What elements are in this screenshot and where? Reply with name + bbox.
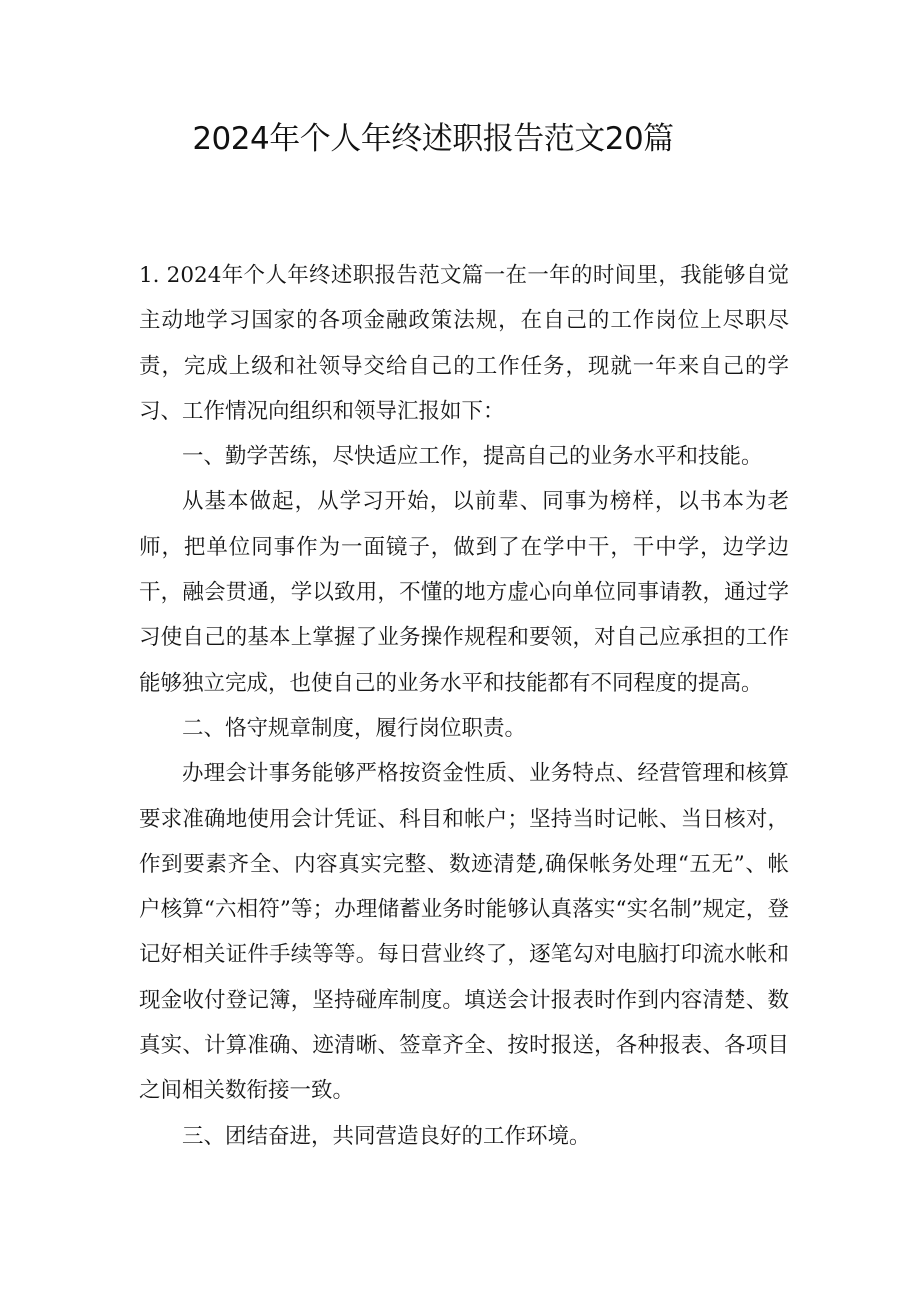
paragraph-intro: 1. 2024年个人年终述职报告范文篇一在一年的时间里，我能够自觉主动地学习国家的各项金融政策法规，在自己的工作岗位上尽职尽责，完成上级和社领导交给自己的工作任务，现就一年来自己的学习、工作情况向组织和领导汇报如下： (139, 263, 789, 424)
section-heading-3: 三、团结奋进，共同营造良好的工作环境。 (182, 1123, 591, 1149)
section-heading-1: 一、勤学苦练，尽快适应工作，提高自己的业务水平和技能。 (182, 444, 763, 470)
document-body (139, 253, 789, 1159)
section-heading-2: 二、恪守规章制度，履行岗位职责。 (182, 715, 527, 741)
paragraph-section-1: 从基本做起，从学习开始，以前辈、同事为榜样，以书本为老师，把单位同事作为一面镜子，做到了在学中干，干中学，边学边干，融会贯通，学以致用，不懂的地方虚心向单位同事请教，通过学习使自己的基本上掌握了业务操作规程和要领，对自己应承担的工作能够独立完成，也使自己的业务水平和技能都有不同程度的提高。 (139, 489, 789, 696)
document-title: 2024年个人年终述职报告范文20篇 (192, 121, 674, 157)
paragraph-section-2: 办理会计事务能够严格按资金性质、业务特点、经营管理和核算要求准确地使用会计凭证、科目和帐户；坚持当时记帐、当日核对，作到要素齐全、内容真实完整、数迹清楚,确保帐务处理“五无”、帐户核算“六相符”等；办理储蓄业务时能够认真落实“实名制”规定，登记好相关证件手续等等。每日营业终了，逐笔勾对电脑打印流水帐和现金收付登记簿，坚持碰库制度。填送会计报表时作到内容清楚、数真实、计算准确、迹清晰、签章齐全、按时报送，各种报表、各项目之间相关数衔接一致。 (139, 761, 789, 1104)
